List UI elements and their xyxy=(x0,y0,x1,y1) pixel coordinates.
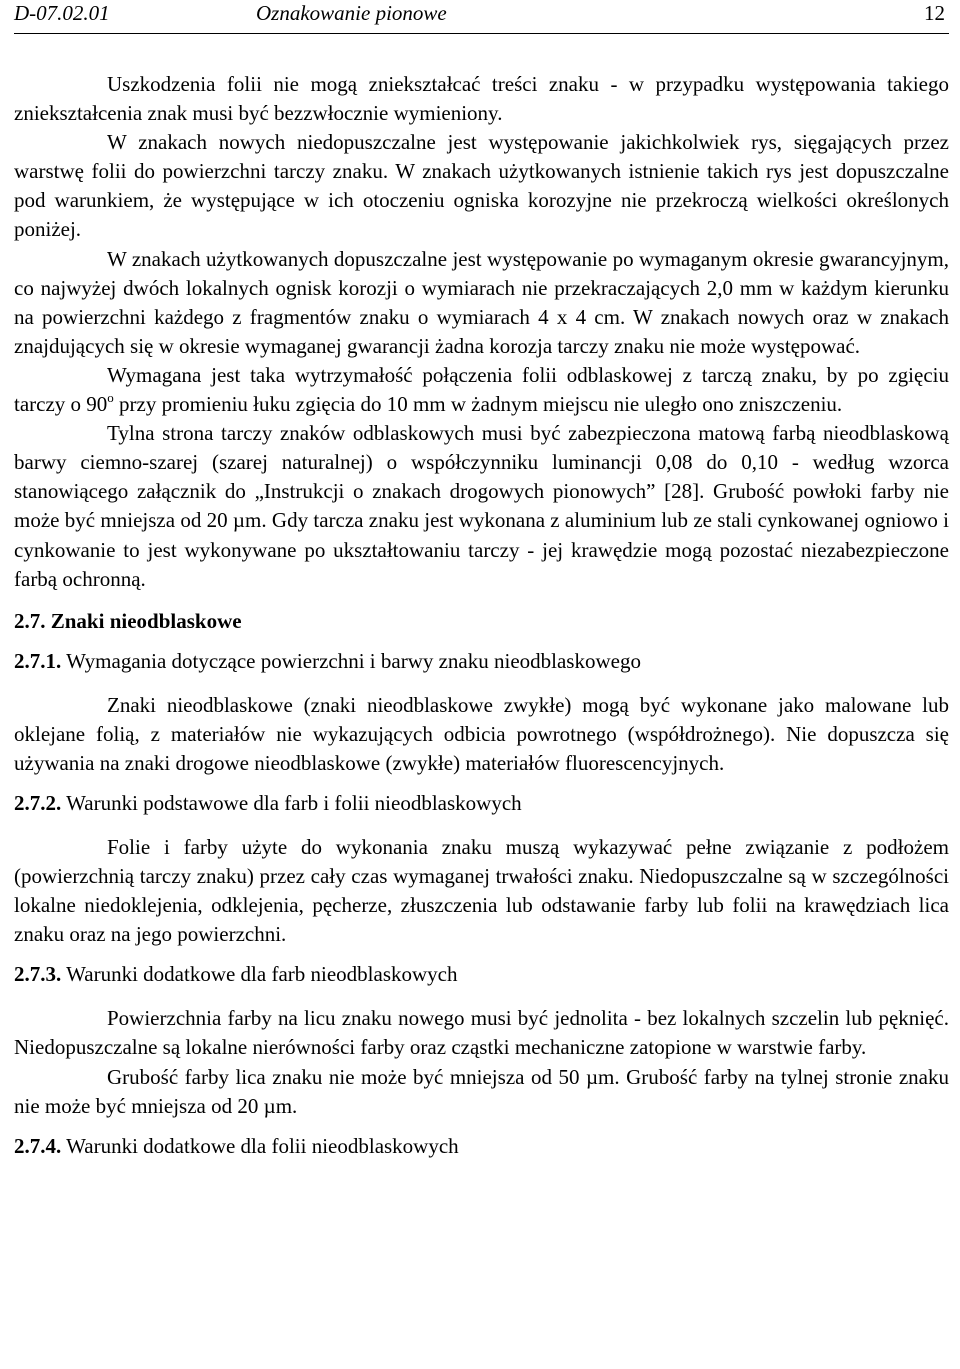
section-heading-2-7-3 xyxy=(14,960,949,989)
paragraph-bond-strength xyxy=(14,361,949,419)
section-title: Warunki dodatkowe dla farb nieodblaskowych xyxy=(61,962,458,987)
section-heading-2-7-4 xyxy=(14,1132,949,1161)
bond-strength-text-2: przy promieniu łuku zgięcia do 10 mm w żadnym miejscu nie uległo ono zniszczeniu. xyxy=(113,392,843,417)
paragraph-nonreflective-signs: Znaki nieodblaskowe (znaki nieodblaskowe zwykłe) mogą być wykonane jako malowane lub oklejane folią, z materiałów nie wykazujących odbicia powrotnego (współdrożnego). Nie dopuszcza się używania na znaki drogowe nieodblaskowe (zwykłe) materiałów fluorescencyjnych. xyxy=(14,692,949,775)
section-number: 2.7.4. xyxy=(14,1133,62,1158)
paragraph-foil-damage: Uszkodzenia folii nie mogą zniekształcać treści znaku - w przypadku występowania takiego zniekształcenia znak musi być bezzwłocznie wymieniony. xyxy=(14,72,949,126)
section-number: 2.7.1. xyxy=(14,648,62,673)
paragraph-scratches: W znakach nowych niedopuszczalne jest występowanie jakichkolwiek rys, sięgających przez warstwę folii do powierzchni tarczy znaku. W znakach użytkowanych istnienie takich rys jest dopuszczalne pod warunkiem, że występujące w ich otoczeniu ogniska korozyjne nie przekroczą wielkości określonych poniżej. xyxy=(14,130,949,242)
section-number: 2.7.3. xyxy=(14,962,62,987)
paragraph-basic-conditions: Folie i farby użyte do wykonania znaku muszą wykazywać pełne związanie z podłożem (powierzchnią tarczy znaku) przez cały czas wymaganej trwałości znaku. Niedopuszczalne są w szczególności lokalne niedoklejenia, odklejenia, pęcherze, złuszczenia lub odstawanie farby lub folii na krawędziach lica znaku oraz na jego powierzchni. xyxy=(14,834,949,947)
bond-strength-text-1: Wymagana jest taka wytrzymałość połączenia folii odblaskowej z tarczą znaku, by po zgięciu tarczy o 90 xyxy=(14,362,949,417)
section-heading-2-7-1 xyxy=(14,647,949,676)
section-title: Warunki dodatkowe dla folii nieodblaskowych xyxy=(61,1133,459,1158)
paragraph-corrosion: W znakach użytkowanych dopuszczalne jest występowanie po wymaganym okresie gwarancyjnym, co najwyżej dwóch lokalnych ognisk korozji o wymiarach nie przekraczających 2,0 mm w każdym kierunku na powierzchni każdego z fragmentów znaku o wymiarach 4 x 4 cm. W znakach nowych oraz w znakach znajdujących się w okresie wymaganej gwarancji żadna korozja tarczy znaku nie może występować. xyxy=(14,246,949,358)
page-header xyxy=(14,0,949,34)
degree-superscript: o xyxy=(107,390,114,406)
paragraph-paint-surface: Powierzchnia farby na licu znaku nowego musi być jednolita - bez lokalnych szczelin lub pęknięć. Niedopuszczalne są lokalne nierówności farby oraz cząstki mechaniczne zatopione w warstwie farby. xyxy=(14,1006,949,1060)
page-number: 12 xyxy=(924,1,945,25)
section-heading-2-7: 2.7. Znaki nieodblaskowe xyxy=(14,608,242,633)
paragraph-back-side: Tylna strona tarczy znaków odblaskowych musi być zabezpieczona matową farbą nieodblaskową barwy ciemno-szarej (szarej naturalnej) o współczynniku luminancji 0,08 do 0,10 - według wzorca stanowiącego załącznik do „Instrukcji o znakach drogowych pionowych” [28]. Grubość powłoki farby nie może być mniejsza od 20 µm. Gdy tarcza znaku jest wykonana z aluminium lub ze stali cynkowanej ogniowo i cynkowanie to jest wykonywane po ukształtowaniu tarczy - jej krawędzie mogą pozostać niezabezpieczone farbą ochronną. xyxy=(14,421,949,591)
section-title: Warunki podstawowe dla farb i folii nieodblaskowych xyxy=(61,790,522,815)
document-title: Oznakowanie pionowe xyxy=(256,1,447,25)
section-heading-2-7-2 xyxy=(14,789,949,818)
paragraph-paint-thickness: Grubość farby lica znaku nie może być mniejsza od 50 µm. Grubość farby na tylnej stronie znaku nie może być mniejsza od 20 µm. xyxy=(14,1064,949,1118)
section-number: 2.7.2. xyxy=(14,790,62,815)
document-code: D-07.02.01 xyxy=(14,1,110,25)
section-title: Wymagania dotyczące powierzchni i barwy znaku nieodblaskowego xyxy=(61,648,641,673)
